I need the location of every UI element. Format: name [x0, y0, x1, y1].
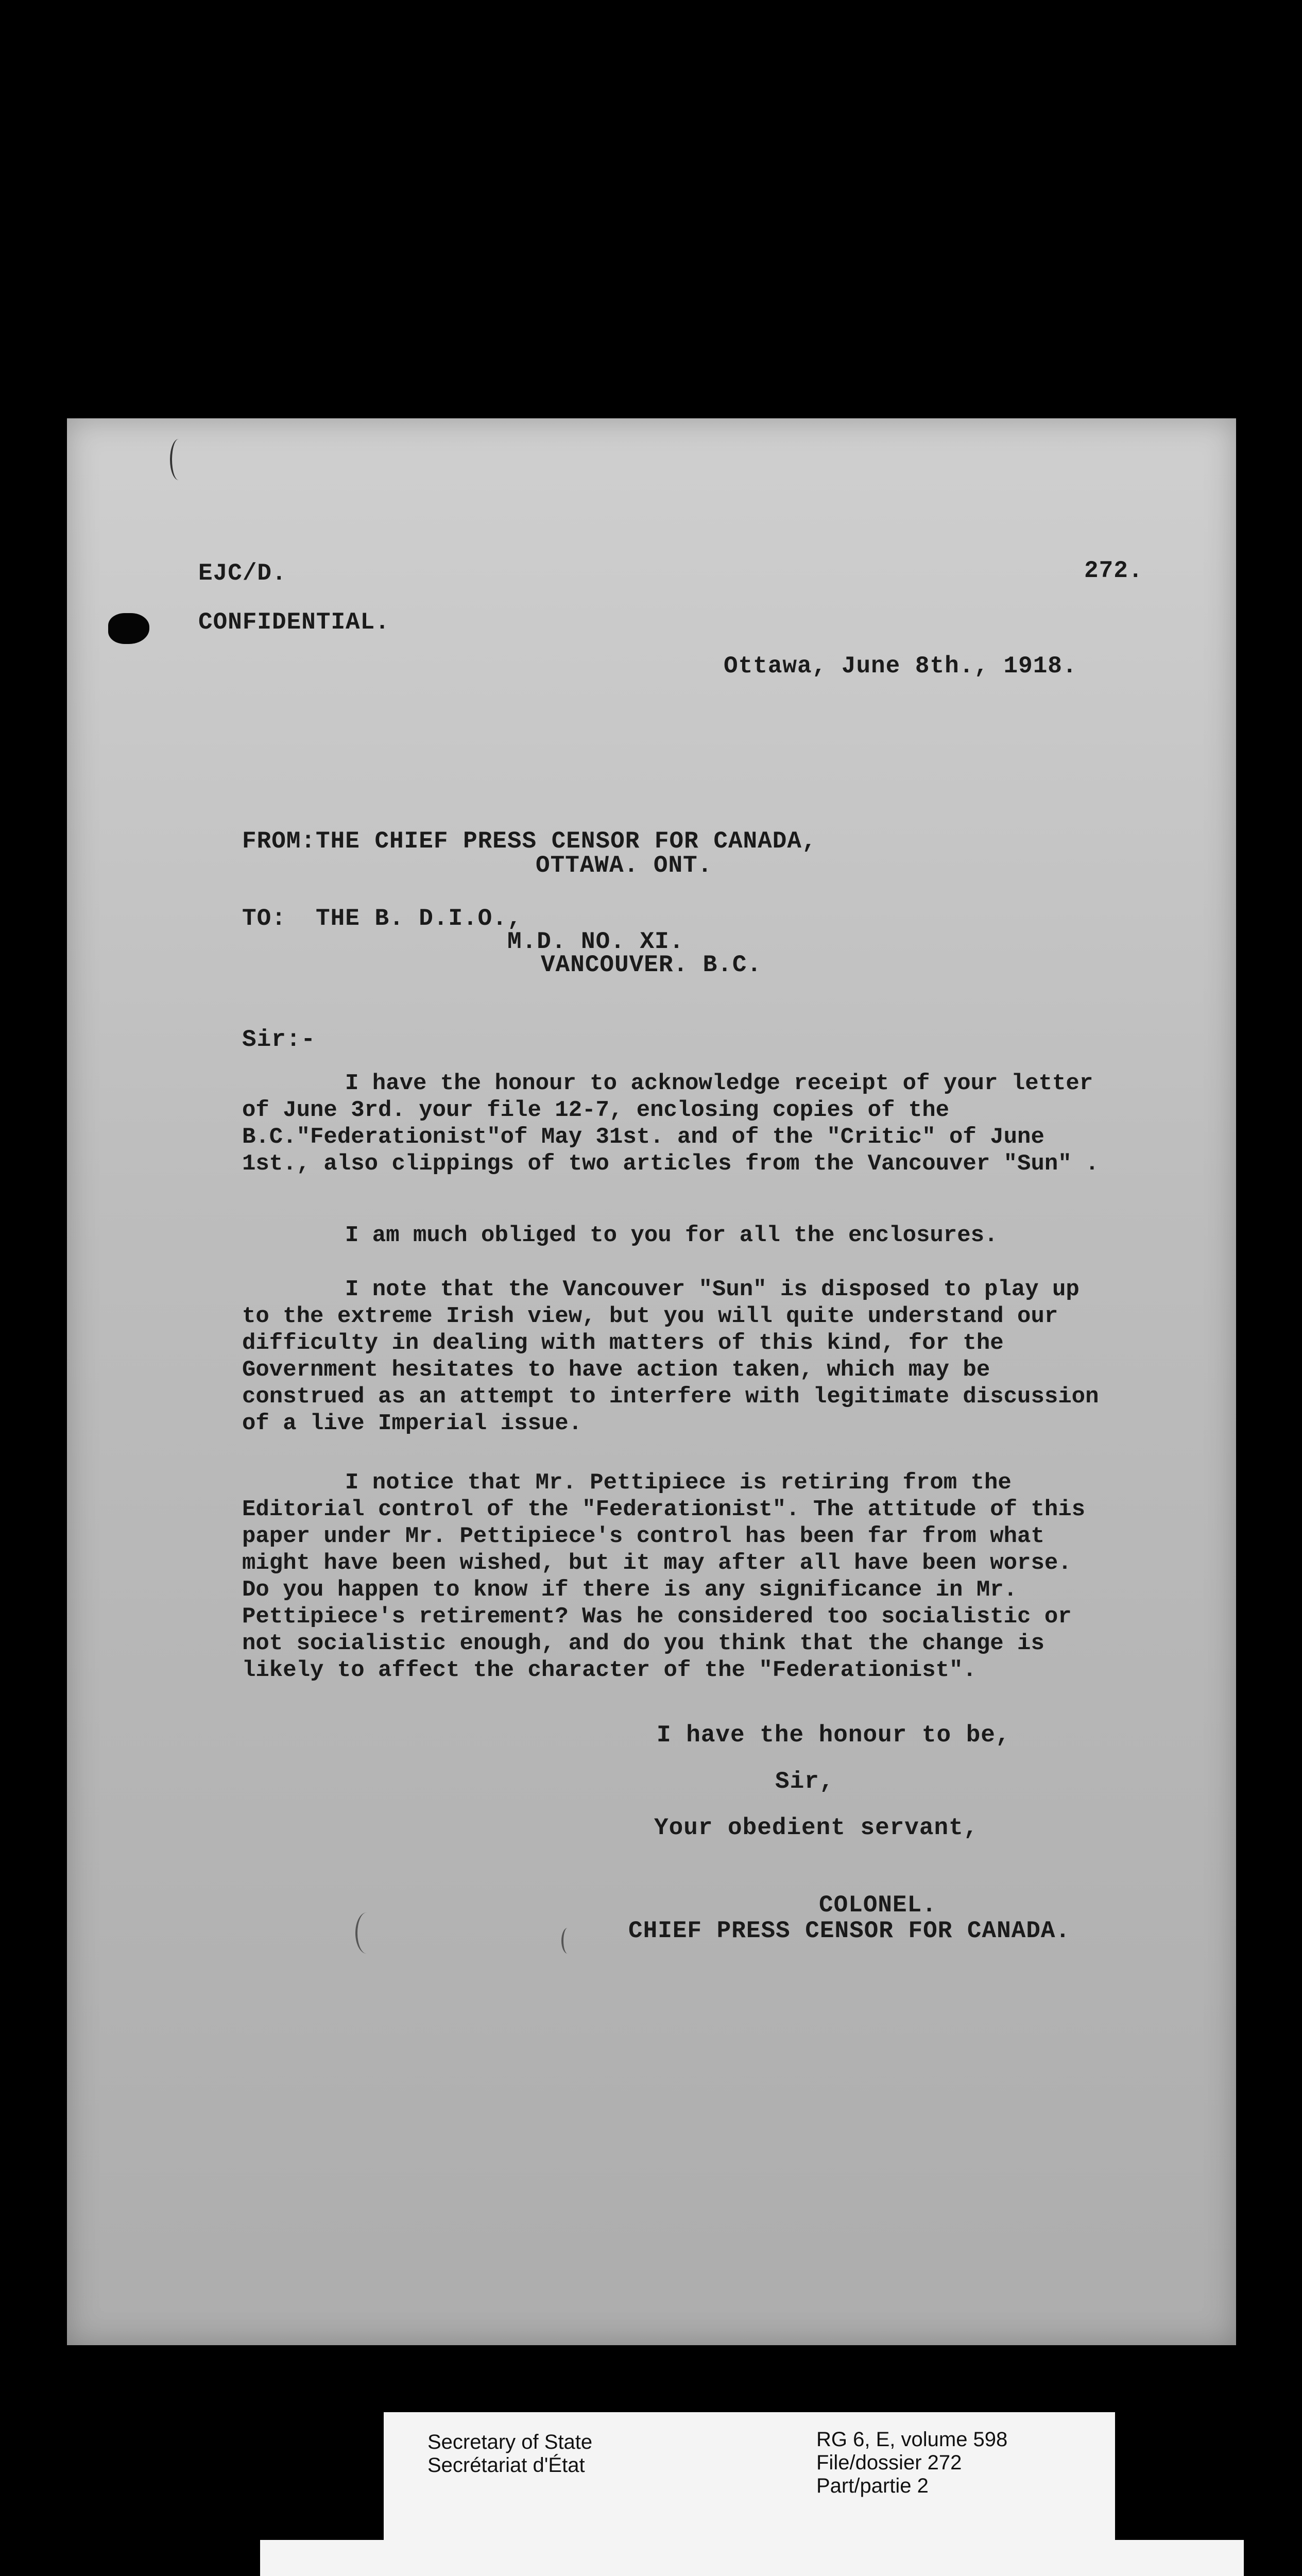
place-date: Ottawa, June 8th., 1918. — [724, 653, 1077, 680]
closing-line-3: Your obedient servant, — [654, 1815, 979, 1841]
letter-paragraph-4: I notice that Mr. Pettipiece is retiring from the Editorial control of the "Federationist". The attitude of this paper under Mr. Pettipiece's control has been far from what might have been wished, but it may after all have been worse. Do you happen to know if there is any significance in Mr. Pettipiece's retirement? Was he considered too socialistic or not socialistic enough, and do you think that the change is likely to affect the character of the "Federationist". — [242, 1470, 1086, 1683]
from-line-2: OTTAWA. ONT. — [536, 852, 713, 879]
confidential-heading: CONFIDENTIAL. — [198, 609, 390, 636]
signature-title: CHIEF PRESS CENSOR FOR CANADA. — [628, 1918, 1071, 1944]
reference-code: EJC/D. — [198, 560, 287, 587]
part-partie: Part/partie 2 — [816, 2475, 929, 2497]
to-line-1: TO: THE B. D.I.O., — [242, 905, 522, 932]
to-line-2: M.D. NO. XI. — [507, 928, 684, 955]
letter-paragraph-2: I am much obliged to you for all the enclosures. — [345, 1223, 998, 1248]
punch-hole — [108, 613, 149, 644]
page-number: 272. — [1084, 557, 1143, 584]
salutation: Sir:- — [242, 1026, 316, 1053]
department-french: Secrétariat d'État — [427, 2454, 585, 2477]
closing-line-2: Sir, — [775, 1768, 834, 1795]
department-english: Secretary of State — [427, 2431, 593, 2453]
signature-rank: COLONEL. — [819, 1892, 937, 1919]
closing-line-1: I have the honour to be, — [657, 1722, 1010, 1749]
letter-paragraph-1: I have the honour to acknowledge receipt of your letter of June 3rd. your file 12-7, enclosing copies of the B.C."Federationist"of May 31st. and of the "Critic" of June 1st., also clippings of two articles from the Vancouver "Sun" . — [242, 1071, 1099, 1177]
from-line-1: FROM:THE CHIEF PRESS CENSOR FOR CANADA, — [242, 828, 817, 855]
archive-reference-label — [384, 2412, 1115, 2576]
pencil-mark — [561, 1928, 574, 1954]
record-group-volume: RG 6, E, volume 598 — [816, 2428, 1008, 2451]
file-dossier: File/dossier 272 — [816, 2451, 962, 2474]
letter-paragraph-3: I note that the Vancouver "Sun" is disposed to play up to the extreme Irish view, but you will quite understand our difficulty in dealing with matters of this kind, for the Government hesitates to have action taken, which may be construed as an attempt to interfere with legitimate discussion of a live Imperial issue. — [242, 1277, 1099, 1436]
to-line-3: VANCOUVER. B.C. — [541, 952, 762, 978]
letter-sheet — [67, 418, 1236, 2345]
pencil-mark — [170, 439, 187, 480]
pencil-mark — [355, 1912, 378, 1954]
